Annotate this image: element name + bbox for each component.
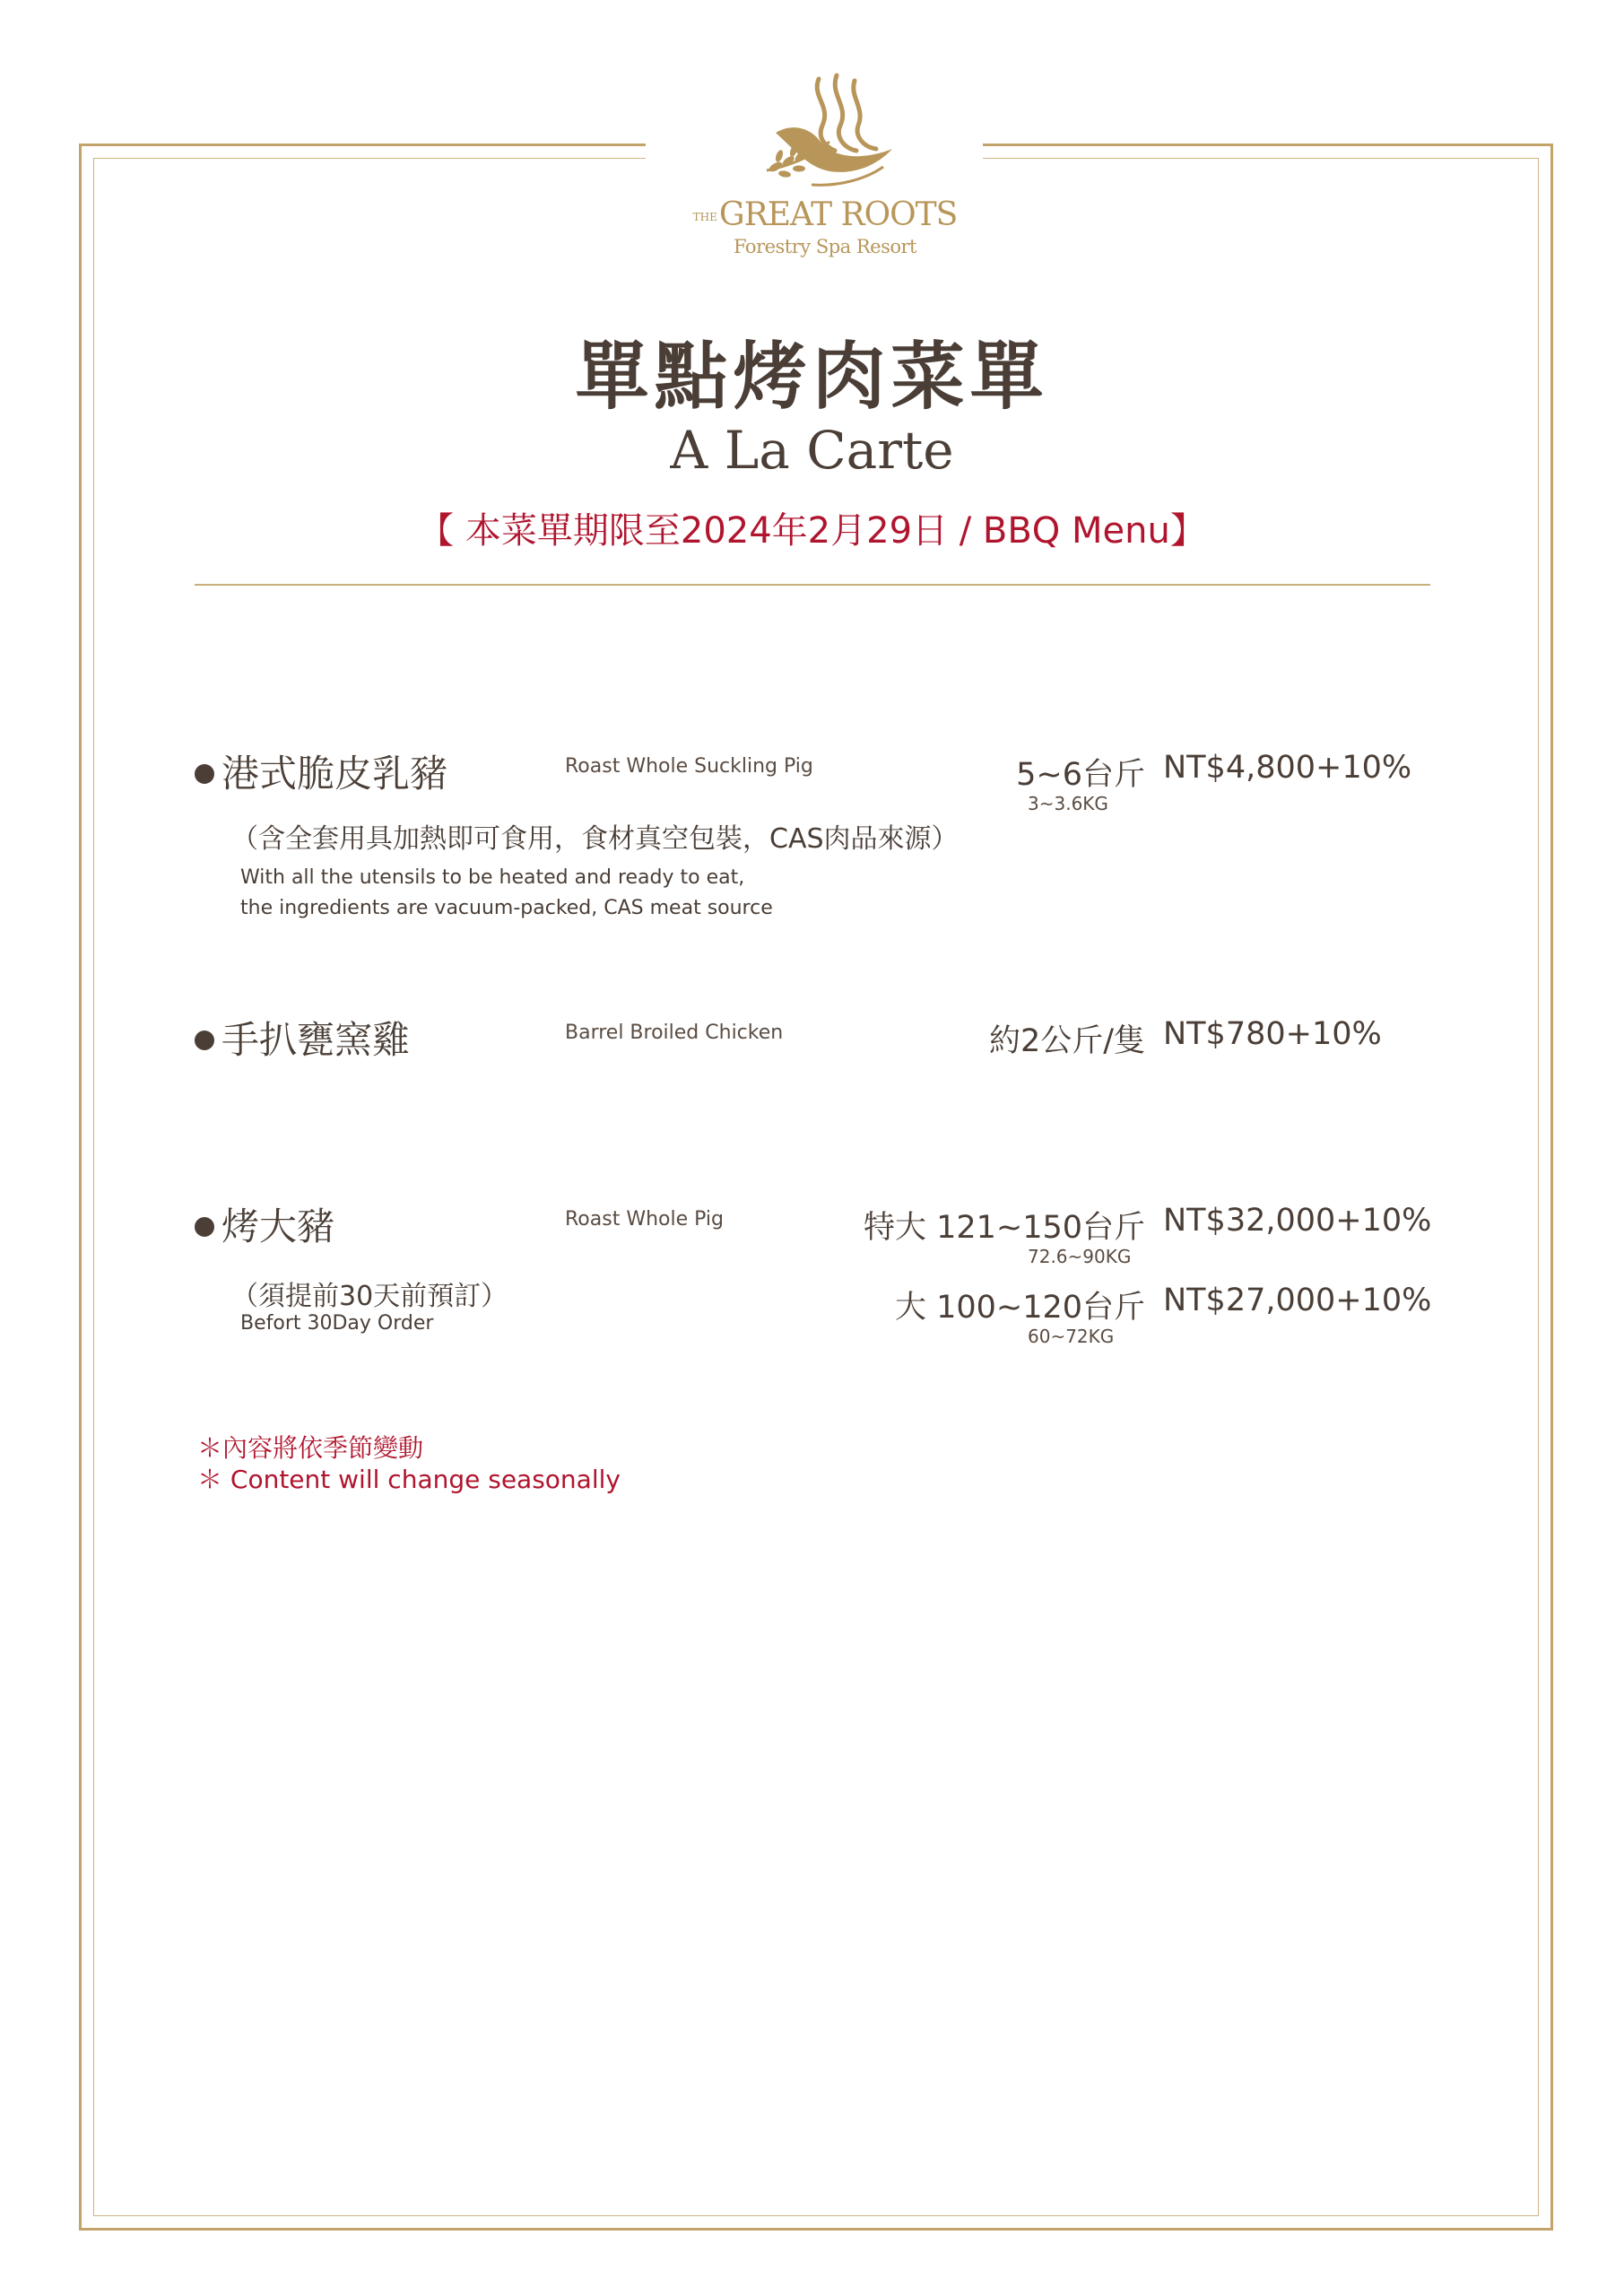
item-weight-kg: 3~3.6KG	[1028, 793, 1108, 814]
item-name-en: Roast Whole Pig	[565, 1208, 724, 1231]
item-weight: 大 100~120台斤	[894, 1290, 1145, 1326]
menu-validity: 【 本菜單期限至2024年2月29日 / BBQ Menu】	[418, 510, 1206, 552]
header-divider	[195, 584, 1430, 586]
logo-wordmark	[690, 197, 960, 235]
footnote: ＊ Content will change seasonally	[197, 1465, 621, 1494]
item-weight: 約2公斤/隻	[988, 1023, 1145, 1059]
menu-item-name	[195, 1011, 410, 1065]
item-note-zh: （含全套用具加熱即可食用，食材真空包裝，CAS肉品來源）	[231, 823, 959, 855]
item-price: NT$780+10%	[1163, 1016, 1382, 1052]
bullet-icon	[195, 1031, 214, 1050]
page-title: 單點烤肉菜單	[575, 334, 1049, 420]
item-price: NT$32,000+10%	[1163, 1203, 1432, 1239]
item-note-en: the ingredients are vacuum-packed, CAS meat source	[240, 897, 773, 919]
item-name-zh: 港式脆皮乳豬	[221, 752, 448, 796]
item-price: NT$4,800+10%	[1163, 750, 1412, 786]
bird-emblem-icon	[749, 70, 901, 196]
item-name-en: Barrel Broiled Chicken	[565, 1022, 784, 1044]
bullet-icon	[195, 1217, 214, 1237]
menu-item-name	[195, 1197, 334, 1251]
logo-name: GREAT ROOTS	[718, 196, 958, 233]
menu-item-name	[195, 744, 447, 798]
item-weight-kg: 72.6~90KG	[1028, 1246, 1132, 1267]
item-note-zh: （須提前30天前預訂）	[231, 1281, 508, 1312]
resort-logo	[690, 70, 960, 272]
item-name-zh: 手扒甕窯雞	[221, 1018, 411, 1062]
logo-subtitle: Forestry Spa Resort	[734, 236, 916, 257]
item-price: NT$27,000+10%	[1163, 1283, 1432, 1318]
item-weight-kg: 60~72KG	[1028, 1326, 1115, 1347]
item-name-zh: 烤大豬	[221, 1205, 335, 1248]
item-note-en: Befort 30Day Order	[240, 1312, 434, 1335]
item-note-en: With all the utensils to be heated and ready to eat,	[240, 866, 745, 889]
item-name-en: Roast Whole Suckling Pig	[565, 755, 813, 778]
page-title-en: A La Carte	[670, 420, 954, 481]
item-weight: 特大 121~150台斤	[863, 1210, 1145, 1246]
footnote: ＊內容將依季節變動	[197, 1433, 424, 1463]
item-weight: 5~6台斤	[1016, 757, 1145, 793]
bullet-icon	[195, 764, 214, 784]
logo-prefix: THE	[692, 211, 717, 223]
